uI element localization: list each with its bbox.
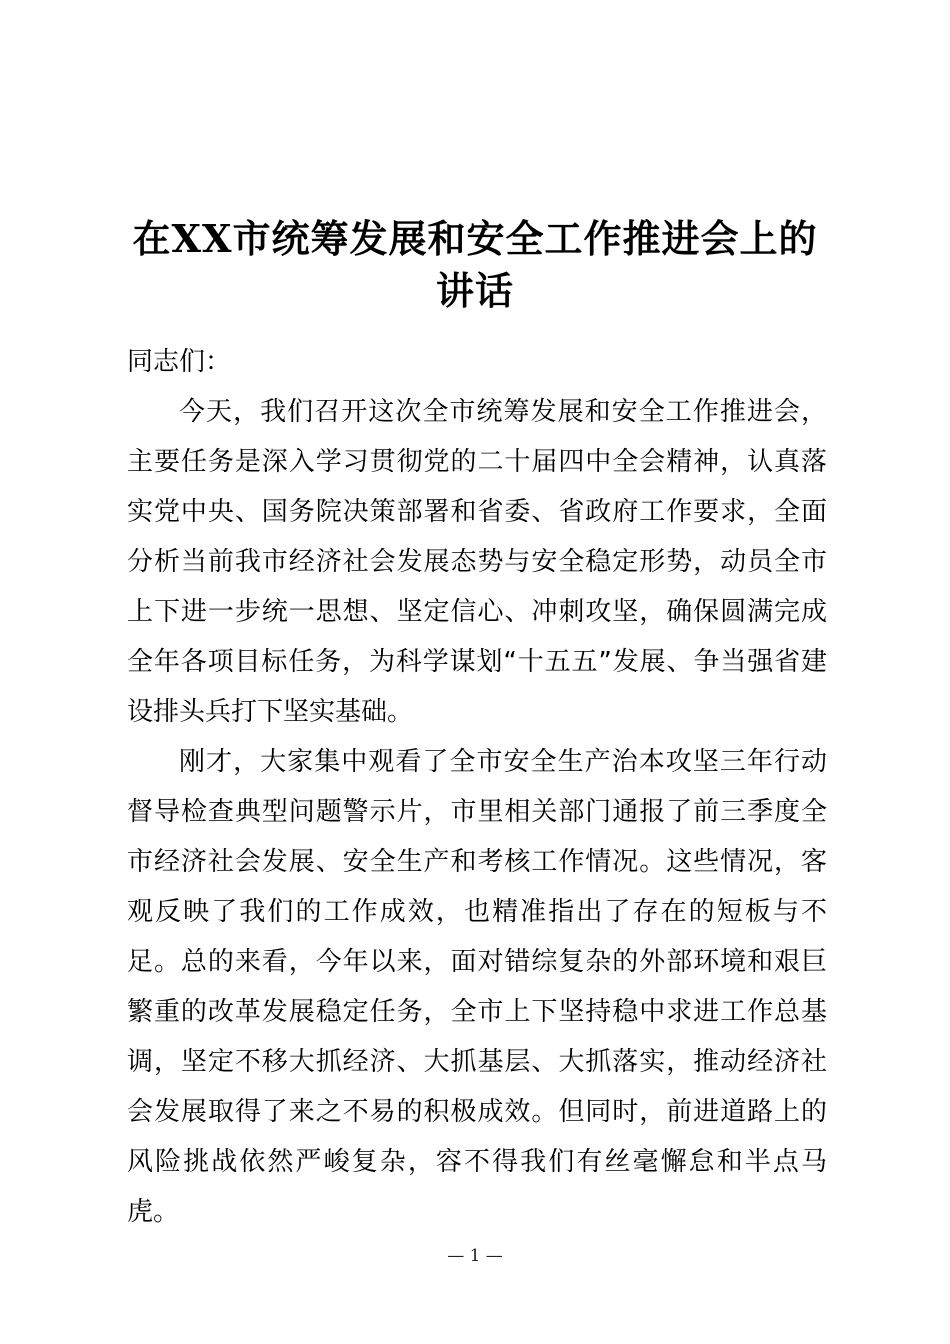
salutation: 同志们： (127, 347, 232, 377)
document-body (127, 337, 827, 1237)
title-line-1: 在XX市统筹发展和安全工作推进会上的 (132, 216, 818, 262)
title-line-2: 讲话 (435, 268, 514, 314)
paragraph-2: 刚才，大家集中观看了全市安全生产治本攻坚三年行动督导检查典型问题警示片，市里相关部门通报了前三季度全市经济社会发展、安全生产和考核工作情况。这些情况，客观反映了我们的工作成效，也精准指出了存在的短板与不足。总的来看，今年以来，面对错综复杂的外部环境和艰巨繁重的改革发展稳定任务，全市上下坚持稳中求进工作总基调，坚定不移大抓经济、大抓基层、大抓落实，推动经济社会发展取得了来之不易的积极成效。但同时，前进道路上的风险挑战依然严峻复杂，容不得我们有丝毫懈怠和半点马虎。 (127, 747, 827, 1227)
document-title (100, 213, 850, 317)
paragraph-1: 今天，我们召开这次全市统筹发展和安全工作推进会，主要任务是深入学习贯彻党的二十届四中全会精神，认真落实党中央、国务院决策部署和省委、省政府工作要求，全面分析当前我市经济社会发展态势与安全稳定形势，动员全市上下进一步统一思想、坚定信心、冲刺攻坚，确保圆满完成全年各项目标任务，为科学谋划“十五五”发展、争当强省建设排头兵打下坚实基础。 (127, 397, 827, 727)
page-number: — 1 — (447, 1246, 503, 1266)
